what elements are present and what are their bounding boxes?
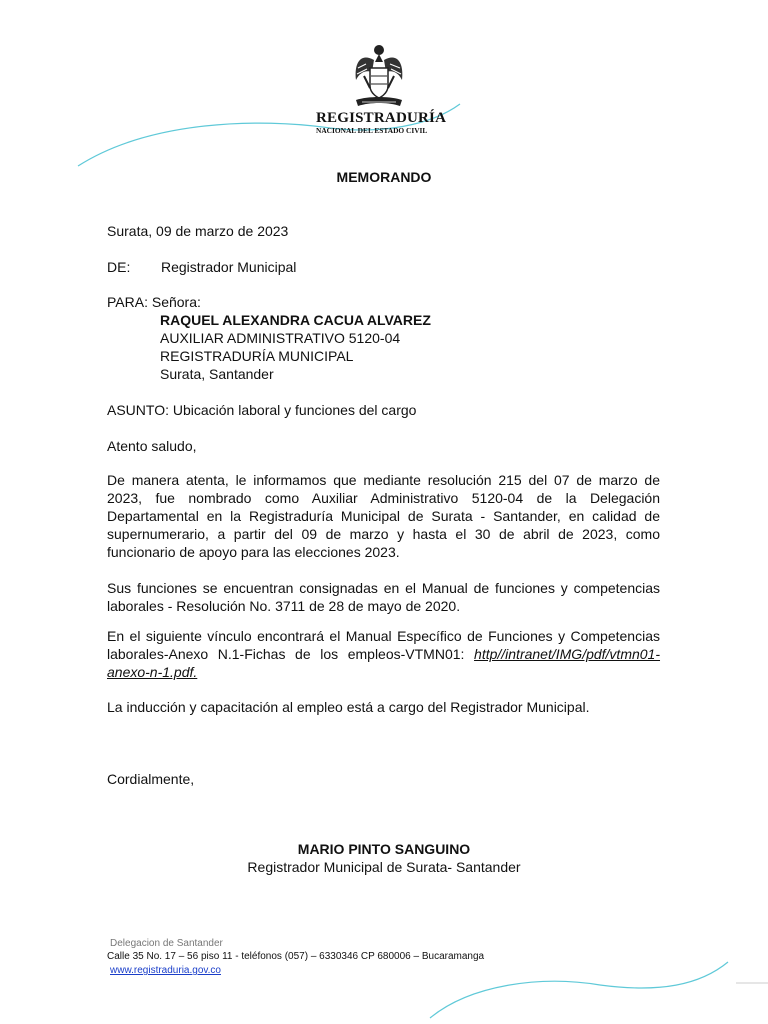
body-paragraph-2: Sus funciones se encuentran consignadas en el Manual de funciones y competencias laborales - Resolución No. 3711 de 28 de mayo de 2020. (107, 580, 660, 614)
recipient-location: Surata, Santander (160, 366, 274, 382)
from-value: Registrador Municipal (161, 259, 297, 275)
body-paragraph-1: De manera atenta, le informamos que mediante resolución 215 del 07 de marzo de 2023, fue nombrado como Auxiliar Administrativo 5120-04 de la Delegación Departamental en la Registraduría Municipal de Surata - Santander, en calidad de supernumerario, a partir del 09 de marzo y hasta el 30 de abril de 2023, como funcionario de apoyo para las elecciones 2023. (107, 472, 660, 560)
footer-swoosh-right (600, 962, 728, 988)
recipient-office: REGISTRADURÍA MUNICIPAL (160, 348, 354, 364)
org-name: REGISTRADURÍA (316, 110, 447, 126)
from-label: DE: (107, 259, 131, 275)
date-line: Surata, 09 de marzo de 2023 (107, 223, 289, 239)
footer-address: Calle 35 No. 17 – 56 piso 11 - teléfonos (057) – 6330346 CP 680006 – Bucaramanga (107, 951, 485, 962)
manual-link[interactable]: http//intranet/IMG/pdf/vtmn01-anexo-n-1.pdf. (107, 646, 661, 680)
greeting: Atento saludo, (107, 438, 197, 454)
signer-title: Registrador Municipal de Surata- Santander (247, 859, 521, 875)
body-paragraph-4: La inducción y capacitación al empleo está a cargo del Registrador Municipal. (107, 699, 590, 715)
closing: Cordialmente, (107, 771, 195, 787)
recipient-position: AUXILIAR ADMINISTRATIVO 5120-04 (160, 330, 401, 346)
footer-website-link[interactable]: www.registraduria.gov.co (110, 965, 221, 976)
org-subtitle: NACIONAL DEL ESTADO CIVIL (316, 126, 428, 135)
body-paragraph-3-text: En el siguiente vínculo encontrará el Manual Específico de Funciones y Competencias laborales-Anexo N.1-Fichas de los empleos-VTMN01: (107, 628, 660, 662)
coat-of-arms-icon (350, 42, 408, 118)
footer-swoosh-left (430, 981, 600, 1018)
memo-title: MEMORANDO (336, 169, 432, 185)
signer-name: MARIO PINTO SANGUINO (297, 841, 471, 857)
body-paragraph-3 (107, 627, 660, 681)
footer-delegation: Delegacion de Santander (110, 938, 223, 949)
recipient-name: RAQUEL ALEXANDRA CACUA ALVAREZ (160, 312, 431, 328)
to-label: PARA: Señora: (107, 294, 201, 310)
subject-line: ASUNTO: Ubicación laboral y funciones del cargo (107, 402, 417, 418)
